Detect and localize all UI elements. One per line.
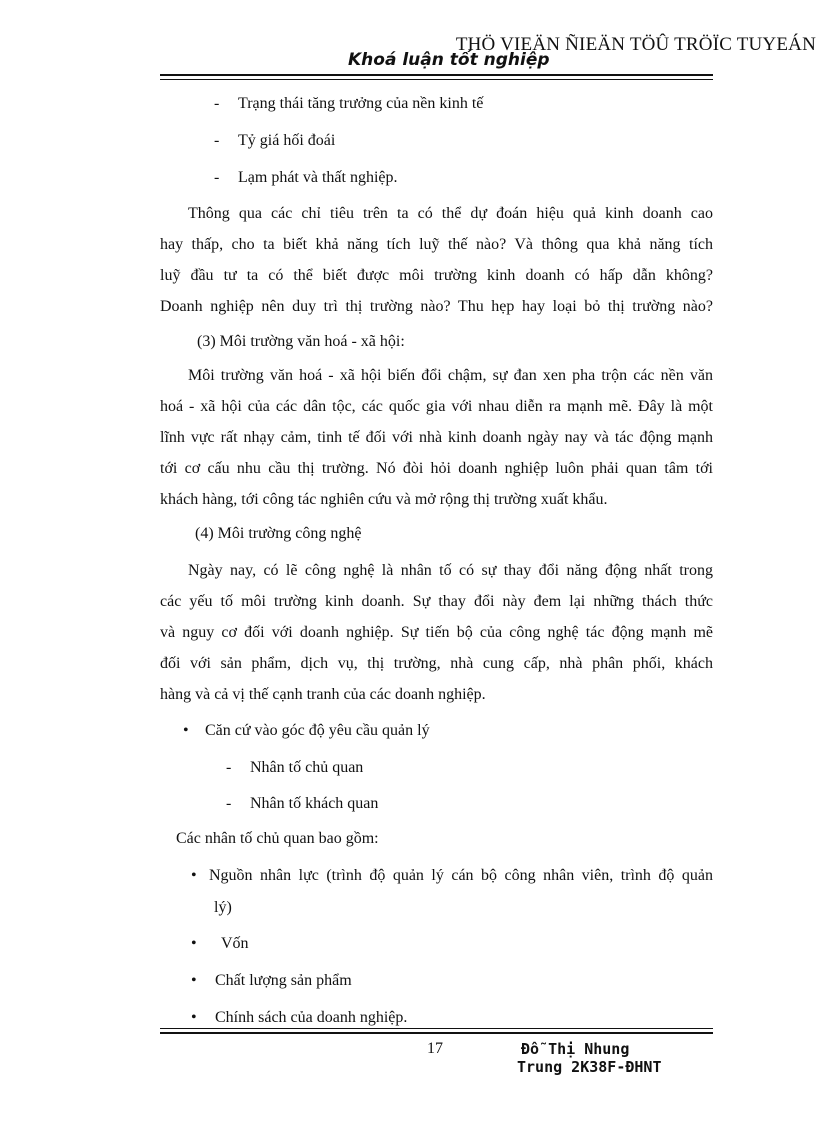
header-rule-thick	[160, 74, 713, 76]
bullet-marker: •	[191, 935, 197, 952]
dash-marker: -	[226, 759, 232, 776]
paragraph-line: khách hàng, tới công tác nghiên cứu và mở rộng thị trường xuất khẩu.	[160, 491, 608, 508]
bullet-marker: •	[191, 1009, 197, 1026]
paragraph-line: tới cơ cấu nhu cầu thị trường. Nó đòi hỏi doanh nghiệp luôn phải quan tâm tới	[160, 460, 713, 477]
paragraph-line: hay thấp, cho ta biết khả năng tích luỹ thế nào? Và thông qua khả năng tích	[160, 236, 713, 253]
list-item: - Nhân tố chủ quan	[226, 759, 364, 776]
factors-intro: Các nhân tố chủ quan bao gồm:	[176, 830, 379, 847]
paragraph-line: và nguy cơ đối với doanh nghiệp. Sự tiến bộ của công nghệ tác động mạnh mẽ	[160, 624, 713, 641]
paragraph-line: Ngày nay, có lẽ công nghệ là nhân tố có sự thay đổi năng động nhất trong	[188, 562, 713, 579]
footer-rule-thick	[160, 1032, 713, 1034]
list-item: • Chính sách của doanh nghiệp.	[191, 1009, 408, 1026]
list-item: - Lạm phát và thất nghiệp.	[214, 169, 398, 186]
paragraph-line: hàng và cả vị thế cạnh tranh của các doanh nghiệp.	[160, 686, 486, 703]
author-class: Trung 2K38F-ĐHNT	[517, 1058, 662, 1076]
paragraph-line: Thông qua các chỉ tiêu trên ta có thể dự đoán hiệu quả kinh doanh cao	[188, 205, 713, 222]
list-item: • Vốn	[191, 935, 249, 952]
bullet-marker: •	[183, 722, 189, 739]
section-heading-4: (4) Môi trường công nghệ	[195, 525, 362, 542]
paragraph-line: đối với sản phẩm, dịch vụ, thị trường, nhà cung cấp, nhà phân phối, khách	[160, 655, 713, 672]
bullet-marker: •	[191, 867, 197, 884]
list-item: - Tỷ giá hối đoái	[214, 132, 336, 149]
dash-marker: -	[214, 169, 220, 186]
header-title: Khoá luận tốt nghiệp	[348, 50, 550, 70]
list-item-continuation: lý)	[214, 899, 232, 916]
list-item: - Trạng thái tăng trưởng của nền kinh tế	[214, 95, 484, 112]
dash-marker: -	[214, 132, 220, 149]
list-item: • Nguồn nhân lực (trình độ quản lý cán bộ công nhân viên, trình độ quản	[191, 867, 713, 884]
paragraph-line: lĩnh vực rất nhạy cảm, tinh tế đối với nhà kinh doanh ngày nay và tác động mạnh	[160, 429, 713, 446]
dash-marker: -	[226, 795, 232, 812]
list-item: - Nhân tố khách quan	[226, 795, 379, 812]
watermark: THÖ VIEÄN ÑIEÄN TÖÛ TRÖÏC TUYEÁN	[455, 34, 816, 55]
list-item: • Chất lượng sản phẩm	[191, 972, 352, 989]
paragraph-line: Doanh nghiệp nên duy trì thị trường nào? Thu hẹp hay loại bỏ thị trường nào?	[160, 298, 713, 315]
section-heading-3: (3) Môi trường văn hoá - xã hội:	[197, 333, 405, 350]
paragraph-line: Môi trường văn hoá - xã hội biến đổi chậm, sự đan xen pha trộn các nền văn	[188, 367, 713, 384]
paragraph-line: hoá - xã hội của các dân tộc, các quốc gia với nhau diễn ra mạnh mẽ. Đây là một	[160, 398, 713, 415]
dash-marker: -	[214, 95, 220, 112]
paragraph-line: luỹ đầu tư ta có thể biết được môi trường kinh doanh có hấp dẫn không?	[160, 267, 713, 284]
paragraph-line: các yếu tố môi trường kinh doanh. Sự thay đổi này đem lại những thách thức	[160, 593, 713, 610]
list-item: • Căn cứ vào góc độ yêu cầu quản lý	[183, 722, 430, 739]
author-name: Đỗ Thị Nhung	[521, 1040, 630, 1058]
bullet-marker: •	[191, 972, 197, 989]
header-rule-thin	[160, 79, 713, 80]
page-number: 17	[427, 1040, 443, 1057]
footer-rule-thin	[160, 1028, 713, 1029]
